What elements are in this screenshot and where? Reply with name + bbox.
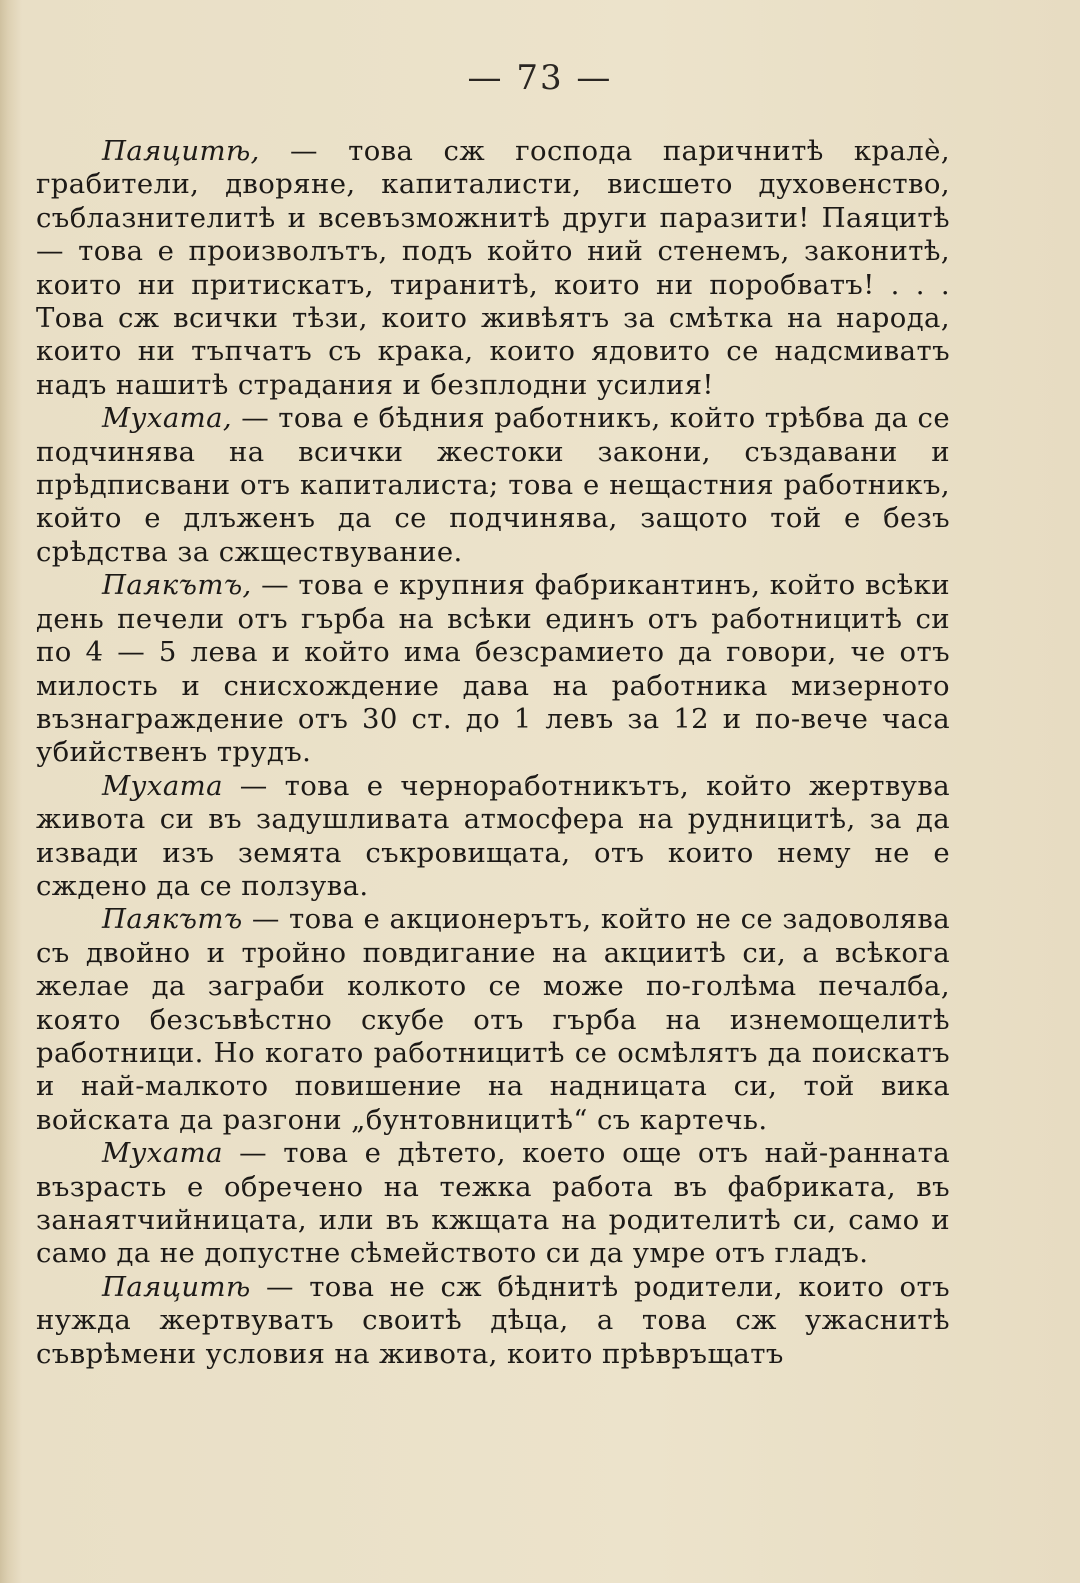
- paragraph-text: — това е крупния фабрикантинъ, който всѣки день печели отъ гърба на всѣки единъ отъ работницитѣ си по 4 — 5 лева и който има безсрамието да говори, че отъ милость и снисхождение дава на работника мизерното възнаграждение отъ 30 ст. до 1 левъ за 12 и по-вече часа убийственъ трудъ.: [36, 569, 950, 769]
- paragraph-lead: Паяцитѣ,: [102, 135, 260, 167]
- paragraph-text: — това не сж бѣднитѣ родители, които отъ нужда жертвуватъ своитѣ дѣца, а това сж ужаснитѣ съврѣмени условия на живота, които прѣвръщатъ: [36, 1270, 950, 1370]
- paragraph-text: — това е акционерътъ, който не се задоволява съ двойно и тройно повдигание на акциитѣ си, а всѣкога желае да заграби колкото се може по-голѣма печалба, която безсъвѣстно скубе отъ гърба на изнемощелитѣ работници. Но когато работницитѣ се осмѣлятъ да поискатъ и най-малкото повишение на надницата си, той вика войската да разгони „бунтовницитѣ“ съ картечь.: [36, 903, 950, 1136]
- paragraph-lead: Мухата: [102, 769, 223, 802]
- paragraph-7: [36, 1271, 950, 1371]
- page-number: — 73 —: [467, 58, 613, 98]
- paragraph-lead: Паяцитѣ: [102, 1270, 251, 1303]
- paragraph-4: [36, 770, 950, 904]
- paragraph-text: — това е черноработникътъ, който жертвува живота си въ задушливата атмосфера на рудницитѣ, за да извади изъ земята съкровищата, отъ които нему не е сждено да се ползува.: [36, 769, 950, 902]
- paragraph-text: — това е дѣтето, което още отъ най-ранната възрасть е обречено на тежка работа въ фабриката, въ занаятчийницата, или въ кжщата на родителитѣ си, само и само да не допустне сѣмейството си да умре отъ гладъ.: [36, 1137, 950, 1270]
- paragraph-lead: Паякътъ,: [102, 569, 252, 602]
- paragraph-text: — това сж господа паричнитѣ кралѐ, грабители, дворяне, капиталисти, висшето духовенство, съблазнителитѣ и всевъзможнитѣ други паразити! Паяцитѣ — това е произволътъ, подъ който ний стенемъ, законитѣ, които ни притискатъ, тиранитѣ, които ни поробватъ! . . . Това сж всички тѣзи, които живѣятъ за смѣтка на народа, които ни тъпчатъ съ крака, които ядовито се надсмиватъ надъ нашитѣ страдания и безплодни усилия!: [36, 135, 950, 401]
- paragraph-lead: Паякътъ: [102, 903, 243, 936]
- paragraph-text: — това е бѣдния работникъ, който трѣбва да се подчинява на всички жестоки закони, създавани и прѣдписвани отъ капиталиста; това е нещастния работникъ, който е длъженъ да се подчинява, защото той е безъ срѣдства за сжществувание.: [36, 402, 950, 568]
- paragraph-6: [36, 1137, 950, 1271]
- paragraph-2: [36, 402, 950, 569]
- paragraph-3: [36, 569, 950, 769]
- paragraph-5: [36, 903, 950, 1137]
- body-text: [36, 135, 950, 1371]
- paragraph-1: [36, 135, 950, 402]
- paragraph-lead: Мухата,: [102, 402, 233, 435]
- paragraph-lead: Мухата: [102, 1137, 223, 1170]
